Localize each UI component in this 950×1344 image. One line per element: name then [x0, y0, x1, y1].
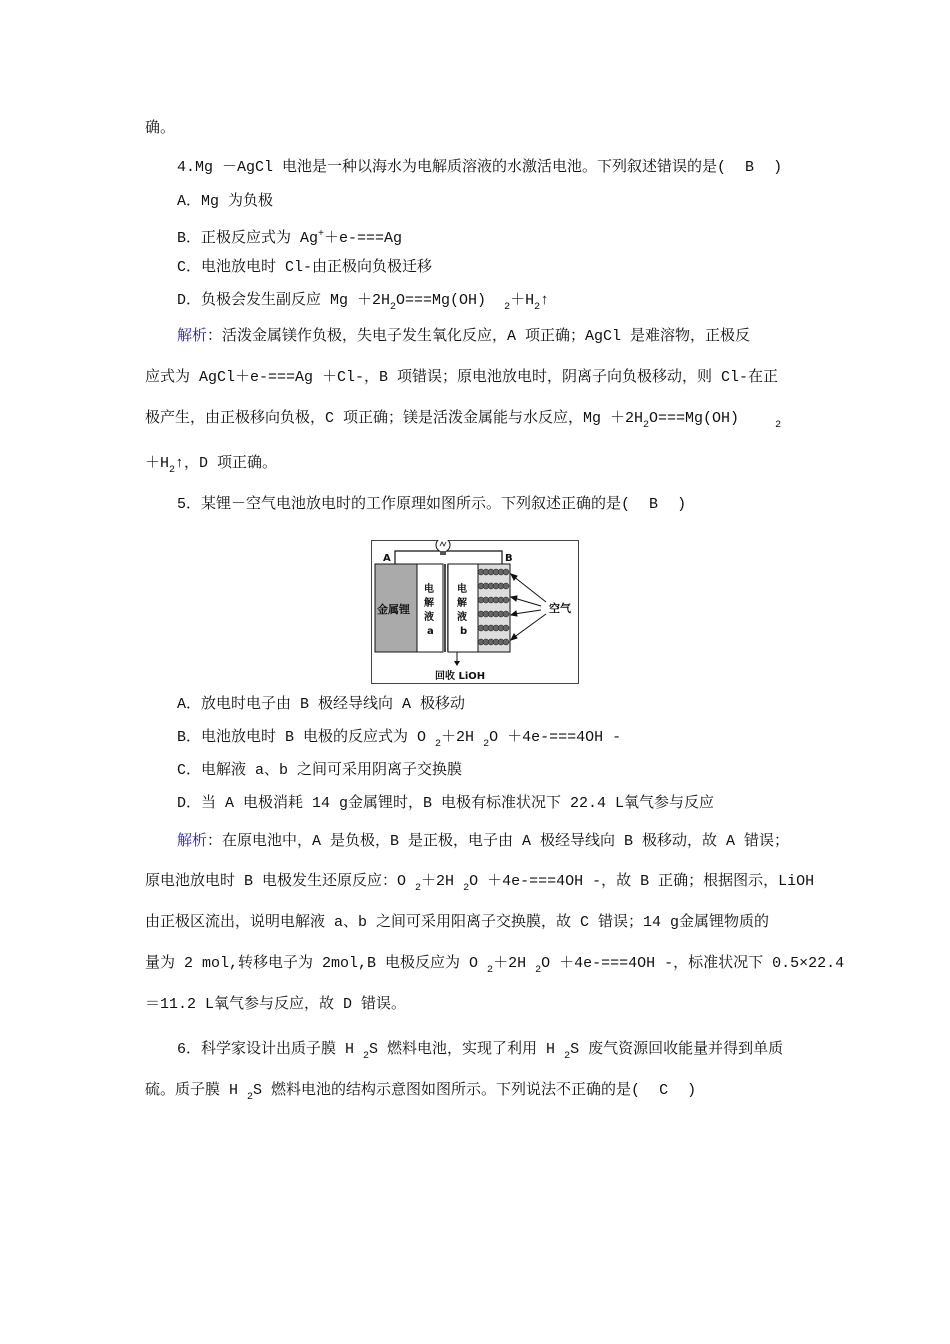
q5-option-c: C．电解液 a、b 之间可采用阴离子交换膜 [177, 762, 463, 779]
electrode-pellet [503, 611, 509, 617]
q4-d-s2: 2 [504, 302, 511, 313]
q5-analysis-line-3: 由正极区流出，说明电解液 a、b 之间可采用阳离子交换膜，故 C 错误；14 g金属锂物质的 [145, 914, 770, 931]
q6-l1-s1: 2 [363, 1051, 370, 1062]
q6-l1-pre: 6．科学家设计出质子膜 H [177, 1041, 355, 1058]
q4-a3-s2: 2 [775, 420, 782, 431]
q5-a2-post: O ＋4e-===4OH -，故 B 正确；根据图示，LiOH [469, 873, 815, 890]
q5-close: ) [677, 496, 687, 513]
q5-analysis-line-5: ＝11.2 L氧气参与反应，故 D 错误。 [145, 996, 407, 1013]
q5-a2-mid: ＋2H [421, 873, 455, 890]
q5-b-pre: B．电池放电时 B 电极的反应式为 O [177, 729, 427, 746]
q4-a4-post: ↑，D 项正确。 [175, 455, 278, 472]
lithium-air-battery-figure [371, 540, 579, 684]
q5-a2-s1: 2 [415, 883, 422, 894]
q6-l1-mid: S 燃料电池，实现了利用 H [369, 1041, 556, 1058]
q5-a4-s2: 2 [535, 965, 542, 976]
electrode-pellet [503, 597, 509, 603]
electrolyte-a-c1: 电 [424, 584, 434, 595]
air-label: 空气 [549, 602, 571, 615]
q5-analysis-label: 解析 [177, 833, 208, 850]
q5-b-s1: 2 [435, 739, 442, 750]
q4-d-end: ↑ [540, 292, 550, 309]
electrolyte-a-c4: a [427, 626, 434, 637]
q4-a3-mid: O===Mg(OH) [649, 410, 740, 427]
q4-stem [177, 158, 782, 178]
q4-option-b [177, 225, 402, 249]
electrolyte-a-c3: 液 [424, 612, 434, 623]
q5-option-b [177, 728, 621, 755]
q5-analysis-line-1 [177, 832, 789, 852]
q6-l1-post: S 废气资源回收能量并得到单质 [570, 1041, 784, 1058]
q4-option-d [177, 291, 549, 318]
electrode-pellet [503, 625, 509, 631]
q6-stem-line-2 [145, 1081, 696, 1108]
recycle-lioh-label: 回收 LiOH [435, 671, 486, 682]
q5-a4-s1: 2 [487, 965, 494, 976]
q5-a4-post: O ＋4e-===4OH -，标准状况下 0.5×22.4 [541, 955, 845, 972]
q4-analysis-line-4 [145, 454, 277, 481]
q4-a4-s1: 2 [169, 465, 176, 476]
previous-answer-tail: 确。 [145, 118, 176, 136]
q4-option-a: A．Mg 为负极 [177, 193, 274, 210]
electrolyte-b-c2: 解 [457, 598, 467, 609]
q4-a3-s1: 2 [643, 420, 650, 431]
q5-b-mid: ＋2H [441, 729, 475, 746]
label-b: B [505, 553, 513, 564]
q6-stem-line-1 [177, 1040, 783, 1067]
q4-a1: ：活泼金属镁作负极，失电子发生氧化反应，A 项正确；AgCl 是难溶物，正极反 [207, 328, 751, 345]
q4-stem-text: 4.Mg －AgCl 电池是一种以海水为电解质溶液的水激活电池。下列叙述错误的是( [177, 159, 727, 176]
q5-b-s2: 2 [483, 739, 490, 750]
q4-d-s1: 2 [390, 302, 397, 313]
q4-b-text: B．正极反应式为 Ag [177, 230, 319, 247]
q5-a4-mid: ＋2H [493, 955, 527, 972]
q5-answer: B [649, 496, 659, 513]
battery-diagram [371, 540, 579, 684]
q4-d-s3: 2 [534, 302, 541, 313]
q6-close: ) [687, 1082, 697, 1099]
q4-b-sup: + [318, 229, 325, 240]
q4-a4-pre: ＋H [145, 455, 170, 472]
q5-option-d: D．当 A 电极消耗 14 g金属锂时，B 电极有标准状况下 22.4 L氧气参与反应 [177, 795, 715, 812]
q5-b-post: O ＋4e-===4OH - [489, 729, 622, 746]
electrolyte-b-c4: b [460, 626, 468, 637]
q5-analysis-line-4 [145, 954, 844, 981]
q4-analysis-label: 解析 [177, 328, 208, 345]
q4-analysis-line-1 [177, 327, 750, 347]
q5-stem [177, 495, 686, 515]
q6-l2-pre: 硫。质子膜 H [145, 1082, 239, 1099]
q5-a1: ：在原电池中，A 是负极，B 是正极，电子由 A 极经导线向 B 极移动，故 A 错误； [207, 833, 790, 850]
q4-b-post: ＋e-===Ag [324, 230, 403, 247]
electrode-pellet [503, 569, 509, 575]
electrolyte-b-c3: 液 [457, 612, 467, 623]
q6-answer: C [659, 1082, 669, 1099]
q4-option-c: C．电池放电时 Cl-由正极向负极迁移 [177, 259, 433, 276]
electrolyte-a-c2: 解 [424, 598, 434, 609]
q4-d-mid: O===Mg(OH) [396, 292, 487, 309]
q5-a4-pre: 量为 2 mol,转移电子为 2mol,B 电极反应为 O [145, 955, 479, 972]
q4-analysis-line-2: 应式为 AgCl＋e-===Ag ＋Cl-，B 项错误；原电池放电时，阴离子向负极移动，则 Cl-在正 [145, 369, 779, 386]
q6-l1-s2: 2 [564, 1051, 571, 1062]
q4-answer: B [745, 159, 755, 176]
q6-l2-post: S 燃料电池的结构示意图如图所示。下列说法不正确的是( [253, 1082, 641, 1099]
q4-d-mid2: ＋H [510, 292, 535, 309]
electrode-pellet [503, 583, 509, 589]
metal-lithium-label: 金属锂 [377, 603, 410, 616]
q5-a2-pre: 原电池放电时 B 电极发生还原反应：O [145, 873, 407, 890]
electrode-pellet [503, 639, 509, 645]
q6-l2-s1: 2 [247, 1092, 254, 1103]
label-a: A [383, 553, 391, 564]
q4-a3-pre: 极产生，由正极移向负极，C 项正确；镁是活泼金属能与水反应，Mg ＋2H [145, 410, 644, 427]
q4-close: ) [773, 159, 783, 176]
q5-a2-s2: 2 [463, 883, 470, 894]
electrolyte-b-c1: 电 [457, 584, 467, 595]
q4-analysis-line-3 [145, 409, 781, 436]
q4-d-pre: D．负极会发生副反应 Mg ＋2H [177, 292, 391, 309]
q5-analysis-line-2 [145, 872, 814, 899]
q5-stem-text: 5．某锂－空气电池放电时的工作原理如图所示。下列叙述正确的是( [177, 496, 631, 513]
q5-option-a: A．放电时电子由 B 极经导线向 A 极移动 [177, 696, 466, 713]
